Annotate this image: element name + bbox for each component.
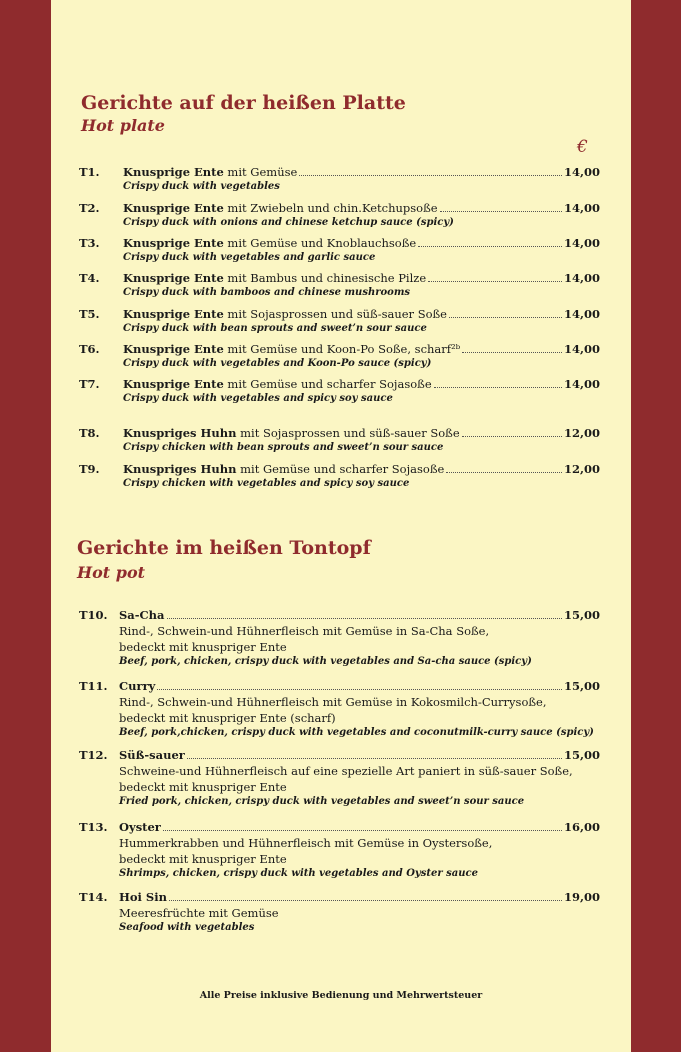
item-code: T2.	[79, 201, 100, 215]
hot-plate-subtitle: Hot plate	[81, 116, 165, 135]
item-name-rest: mit Gemüse und Knoblauchsoße	[223, 236, 417, 250]
item-price: 12,00	[563, 426, 600, 440]
leader-dots	[299, 174, 562, 176]
item-price: 14,00	[563, 307, 600, 321]
item-code: T12.	[79, 748, 108, 762]
leader-dots	[428, 280, 562, 282]
item-code: T11.	[79, 679, 108, 693]
item-description: Schweine-und Hühnerfleisch auf eine spezielle Art paniert in süß-sauer Soße,	[119, 764, 573, 778]
item-code: T9.	[79, 462, 100, 476]
menu-page	[51, 0, 631, 1052]
item-name: Knusprige Ente	[123, 271, 224, 285]
leader-dots	[163, 829, 562, 831]
item-description: Rind-, Schwein-und Hühnerfleisch mit Gemüse in Sa-Cha Soße,	[119, 624, 490, 638]
leader-dots	[187, 757, 562, 759]
item-name-rest: mit Gemüse	[223, 165, 298, 179]
item-price: 14,00	[563, 342, 600, 356]
item-name-rest: mit Gemüse und Koon-Po Soße, scharf²ᵇ	[223, 342, 461, 356]
item-price: 15,00	[563, 608, 600, 622]
menu-item-t10	[79, 607, 600, 668]
item-name: Oyster	[119, 820, 161, 834]
item-english: Crispy duck with bean sprouts and sweet’n sour sauce	[123, 323, 427, 334]
item-code: T4.	[79, 271, 100, 285]
item-name: Knuspriges Huhn	[123, 426, 237, 440]
item-english: Crispy duck with bamboos and chinese mushrooms	[123, 287, 411, 298]
item-name: Sa-Cha	[119, 608, 165, 622]
item-english: Crispy duck with vegetables and spicy soy sauce	[123, 393, 393, 404]
item-price: 14,00	[563, 165, 600, 179]
item-english: Beef, pork, chicken, crispy duck with vegetables and Sa-cha sauce (spicy)	[119, 656, 532, 667]
menu-item-t13	[79, 819, 600, 880]
item-description-2: bedeckt mit knuspriger Ente (scharf)	[119, 711, 336, 725]
item-code: T7.	[79, 377, 100, 391]
hot-plate-title: Gerichte auf der heißen Platte	[81, 92, 406, 114]
item-name: Knusprige Ente	[123, 165, 224, 179]
leader-dots	[446, 471, 562, 473]
leader-dots	[169, 899, 562, 901]
item-code: T14.	[79, 890, 108, 904]
leader-dots	[440, 210, 562, 212]
item-english: Crispy duck with vegetables and garlic sauce	[123, 252, 376, 263]
item-name-rest: mit Gemüse und scharfer Sojasoße	[236, 462, 445, 476]
item-english: Crispy chicken with bean sprouts and sweet’n sour sauce	[123, 442, 444, 453]
item-description: Hummerkrabben und Hühnerfleisch mit Gemüse in Oystersoße,	[119, 836, 493, 850]
item-english: Crispy duck with onions and chinese ketchup sauce (spicy)	[123, 217, 454, 228]
item-name: Knuspriges Huhn	[123, 462, 237, 476]
item-price: 14,00	[563, 377, 600, 391]
menu-item-t8	[79, 425, 600, 454]
item-english: Crispy duck with vegetables and Koon-Po sauce (spicy)	[123, 358, 432, 369]
item-english: Fried pork, chicken, crispy duck with vegetables and sweet’n sour sauce	[119, 796, 525, 807]
item-name: Curry	[119, 679, 156, 693]
item-price: 19,00	[563, 890, 600, 904]
menu-item-t12	[79, 747, 600, 808]
leader-dots	[462, 435, 562, 437]
item-name: Knusprige Ente	[123, 377, 224, 391]
item-name-rest: mit Bambus und chinesische Pilze	[223, 271, 427, 285]
item-code: T8.	[79, 426, 100, 440]
menu-item-t11	[79, 678, 600, 739]
item-name-rest: mit Gemüse und scharfer Sojasoße	[223, 377, 432, 391]
item-name: Knusprige Ente	[123, 236, 224, 250]
leader-dots	[434, 386, 562, 388]
item-name: Hoi Sin	[119, 890, 167, 904]
menu-item-t6	[79, 341, 600, 370]
menu-item-t5	[79, 306, 600, 335]
item-name: Knusprige Ente	[123, 342, 224, 356]
item-name: Süß-sauer	[119, 748, 185, 762]
item-english: Crispy chicken with vegetables and spicy soy sauce	[123, 478, 410, 489]
item-price: 16,00	[563, 820, 600, 834]
item-code: T13.	[79, 820, 108, 834]
item-description-2: bedeckt mit knuspriger Ente	[119, 780, 287, 794]
leader-dots	[167, 617, 562, 619]
item-english: Shrimps, chicken, crispy duck with vegetables and Oyster sauce	[119, 868, 478, 879]
item-price: 14,00	[563, 271, 600, 285]
leader-dots	[449, 316, 562, 318]
item-code: T3.	[79, 236, 100, 250]
item-english: Seafood with vegetables	[119, 922, 255, 933]
menu-item-t14	[79, 889, 600, 934]
item-price: 12,00	[563, 462, 600, 476]
item-name: Knusprige Ente	[123, 201, 224, 215]
leader-dots	[462, 351, 562, 353]
item-name-rest: mit Sojasprossen und süß-sauer Soße	[223, 307, 447, 321]
menu-item-t2	[79, 200, 600, 229]
leader-dots	[418, 245, 562, 247]
item-price: 15,00	[563, 748, 600, 762]
item-name-rest: mit Zwiebeln und chin.Ketchupsoße	[223, 201, 438, 215]
item-description: Rind-, Schwein-und Hühnerfleisch mit Gemüse in Kokosmilch-Currysoße,	[119, 695, 547, 709]
leader-dots	[157, 688, 562, 690]
item-code: T6.	[79, 342, 100, 356]
item-english: Crispy duck with vegetables	[123, 181, 280, 192]
menu-item-t1	[79, 164, 600, 193]
menu-item-t9	[79, 461, 600, 490]
menu-item-t3	[79, 235, 600, 264]
menu-item-t7	[79, 376, 600, 405]
item-price: 15,00	[563, 679, 600, 693]
currency-symbol: €	[577, 137, 588, 157]
item-description-2: bedeckt mit knuspriger Ente	[119, 852, 287, 866]
item-price: 14,00	[563, 236, 600, 250]
item-english: Beef, pork,chicken, crispy duck with vegetables and coconutmilk-curry sauce (spicy)	[119, 727, 594, 738]
hot-pot-title: Gerichte im heißen Tontopf	[77, 537, 371, 559]
menu-item-t4	[79, 270, 600, 299]
item-name: Knusprige Ente	[123, 307, 224, 321]
price-note-footer: Alle Preise inklusive Bedienung und Mehrwertsteuer	[199, 990, 483, 1001]
hot-pot-subtitle: Hot pot	[77, 563, 145, 582]
item-name-rest: mit Sojasprossen und süß-sauer Soße	[236, 426, 460, 440]
item-code: T1.	[79, 165, 100, 179]
item-description: Meeresfrüchte mit Gemüse	[119, 906, 279, 920]
item-code: T5.	[79, 307, 100, 321]
item-code: T10.	[79, 608, 108, 622]
item-description-2: bedeckt mit knuspriger Ente	[119, 640, 287, 654]
item-price: 14,00	[563, 201, 600, 215]
